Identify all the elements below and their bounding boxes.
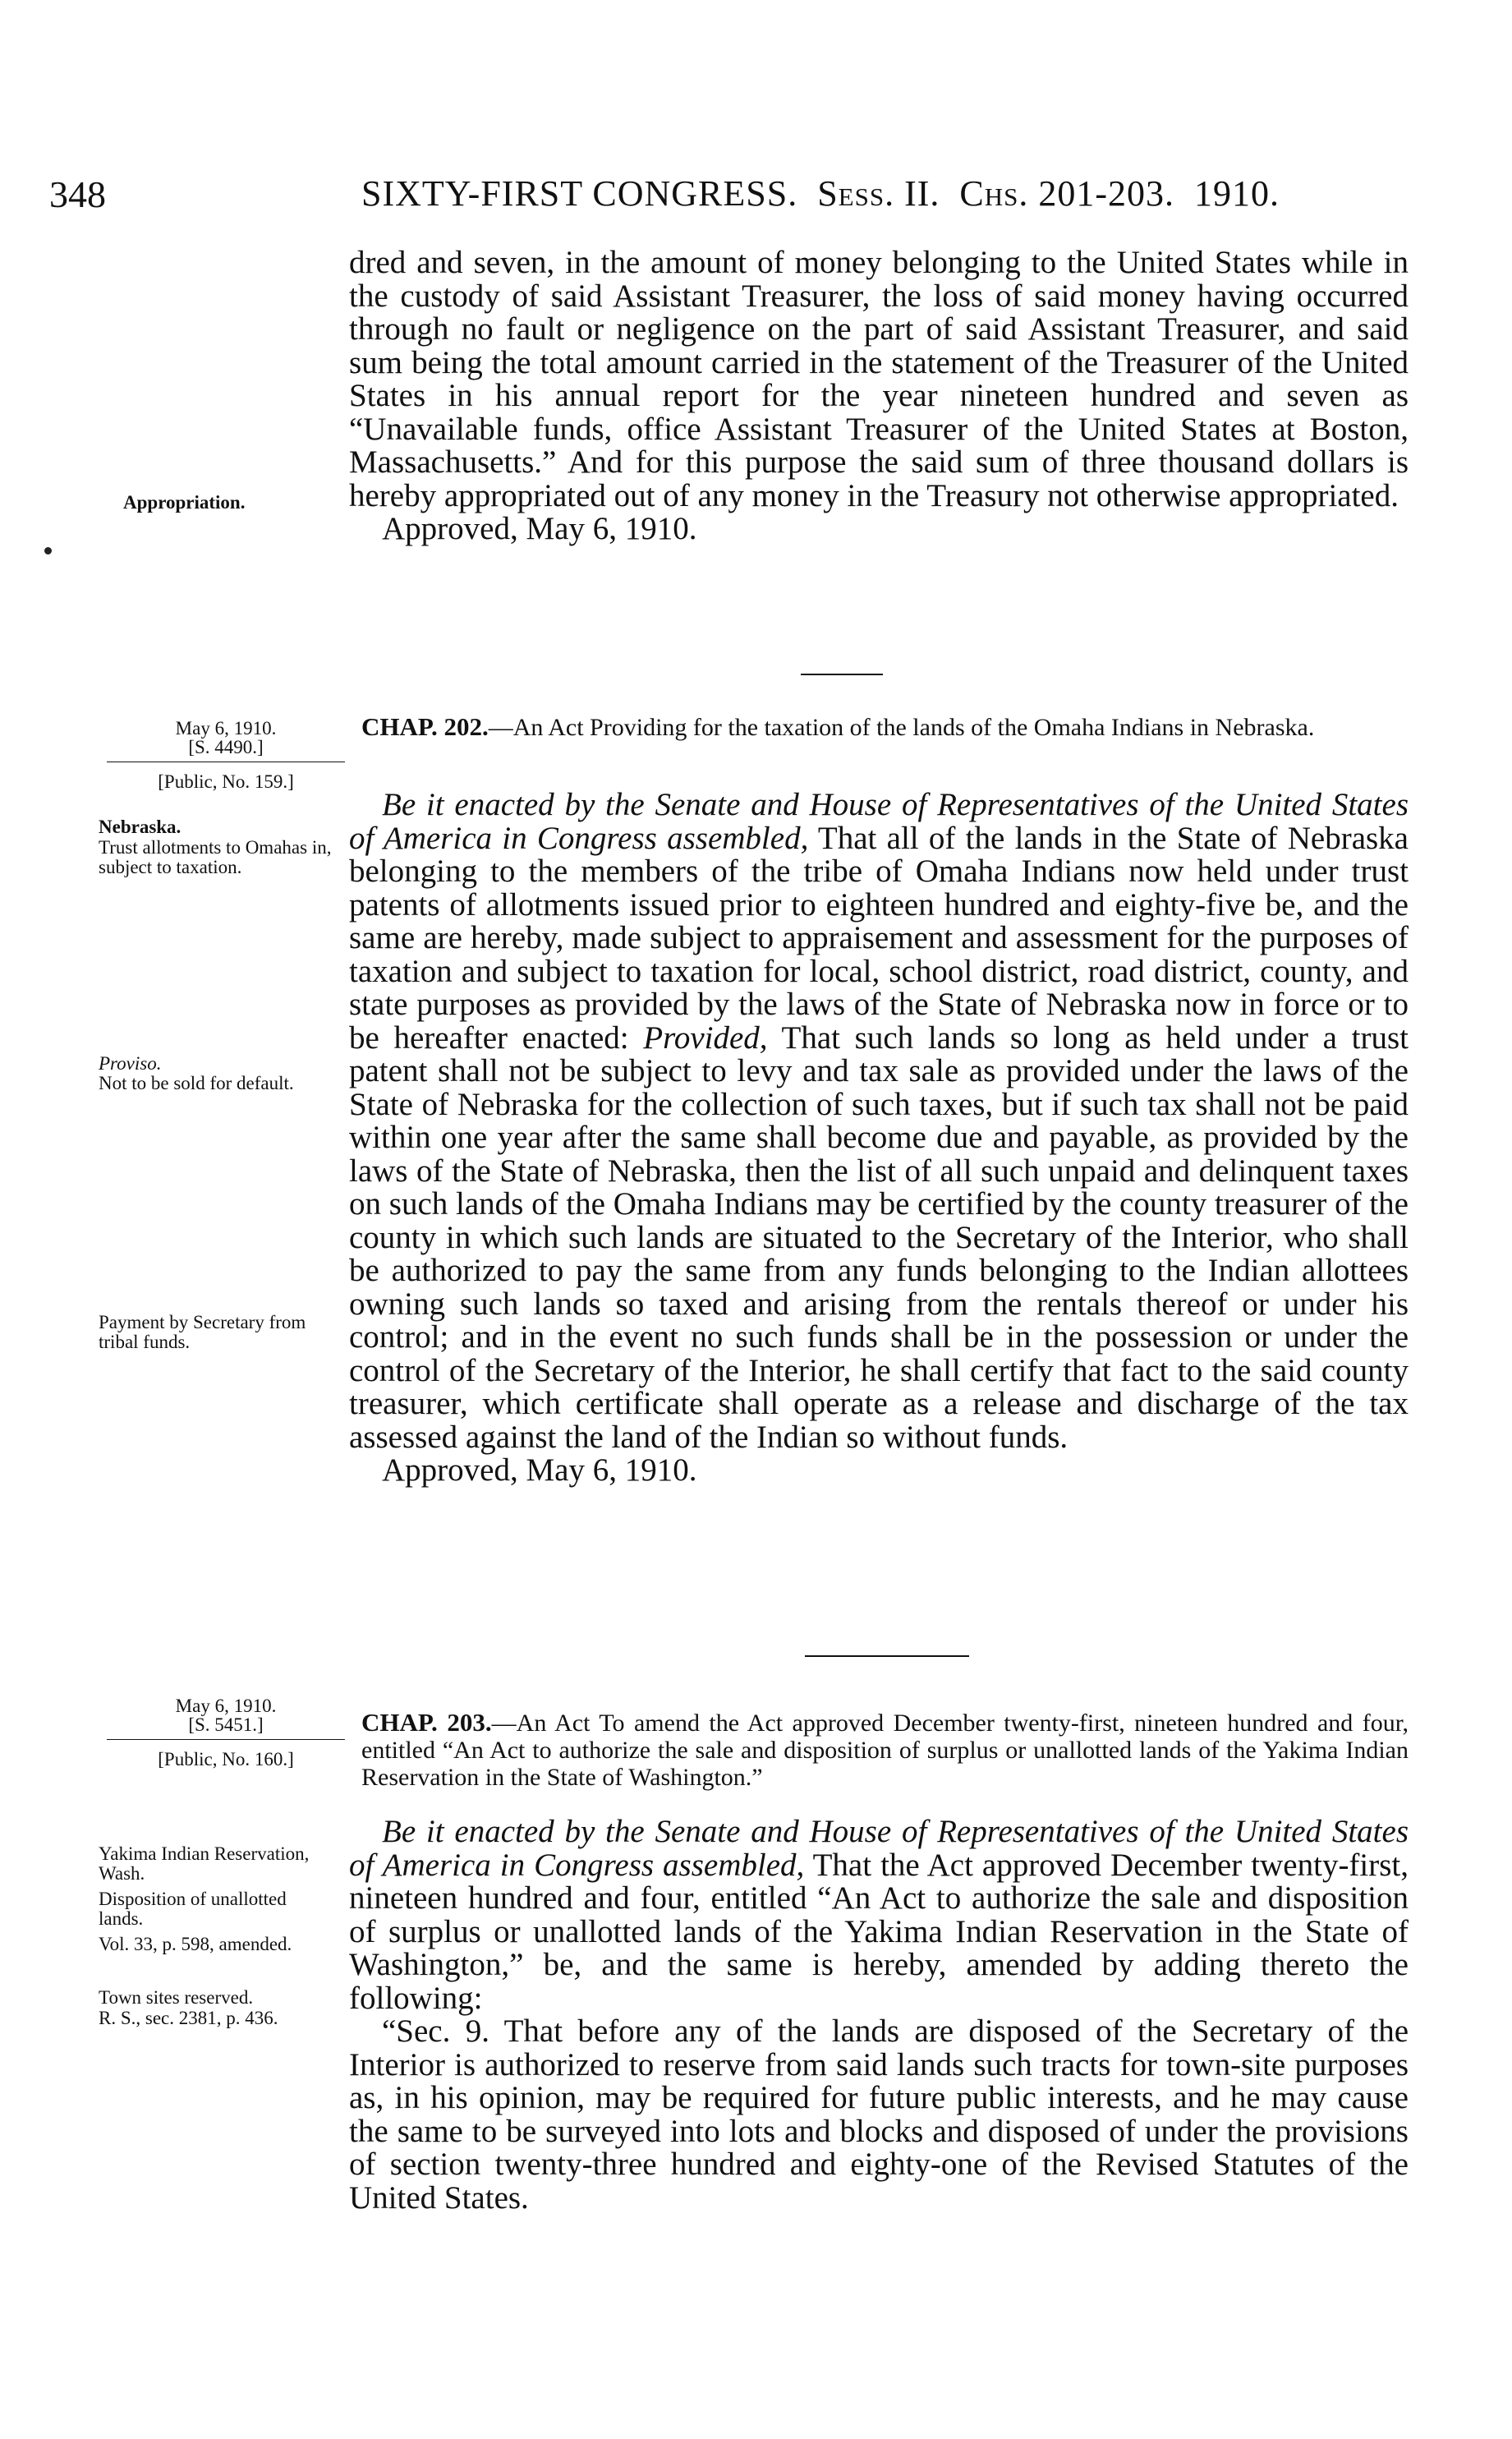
chap203-body [349, 1815, 1409, 2215]
chap202-bill: [S. 4490.] [188, 737, 264, 757]
margin-note-rs: R. S., sec. 2381, p. 436. [99, 2008, 278, 2028]
section-divider-2 [805, 1655, 969, 1657]
margin-note-vol: Vol. 33, p. 598, amended. [99, 1934, 292, 1954]
chap202-proviso: Provided, [643, 1019, 768, 1056]
chap203-paragraph-2: “Sec. 9. That before any of the lands are disposed of the Secretary of the Interior is authorized to reserve from said lands such tracts for town-site purposes as, in his opinion, may be required for future public interests, and he may cause the same to be surveyed into lots and blocks and disposed of under the provisions of section twenty-three hundred and eighty-one of the Revised Statutes of the United States. [349, 2013, 1409, 2216]
margin-note-appropriation: Appropriation. [123, 492, 246, 513]
margin-note-nebraska: Nebraska. [99, 817, 182, 837]
margin-note-disposition: Disposition of unallotted lands. [99, 1889, 287, 1929]
continuation-section [349, 246, 1409, 546]
chap203-date: May 6, 1910. [175, 1696, 277, 1716]
chap202-body-part-1: That all of the lands in the State of Nebraska belonging to the members of the tribe of Omaha Indians now held under trust patents of allotments issued prior to eighteen hundred and eighty-five be, and the same are hereby, made subject to appraisement and assessment for the purposes of taxation and subject to taxation for local, school district, road district, county, and state purposes as provided by the laws of the State of Nebraska now in force or to be hereafter enacted: [349, 820, 1409, 1056]
chap203-title [361, 1709, 1409, 1791]
chap202-number: CHAP. 202. [361, 712, 489, 741]
running-title [361, 173, 1280, 214]
chap202-title [361, 713, 1409, 741]
chap202-title-text: —An Act Providing for the taxation of the lands of the Omaha Indians in Nebraska. [488, 714, 1315, 741]
margin-note-proviso: Proviso. [99, 1053, 162, 1074]
session-label: Sess. II. [817, 173, 940, 214]
margin-note-town-sites: Town sites reserved. [99, 1987, 254, 2008]
chap203-body-part-1: That the Act approved December twenty-first, nineteen hundred and four, entitled “An Act to authorize the sale and disposition of surplus or unallotted lands of the Yakima Indian Reservation in the State of Washington,” be, and the same is hereby, amended by adding thereto the following: [349, 1847, 1409, 2016]
margin-note-yakima: Yakima Indian Reservation, Wash. [99, 1843, 310, 1884]
chap203-title-text: —An Act To amend the Act approved December twenty-first, nineteen hundred and four, entitled “An Act to authorize the sale and disposition of surplus or unallotted lands of the Yakima Indian Reservation in the State of Washington.” [361, 1710, 1409, 1791]
print-speck [44, 547, 52, 555]
chap203-number: CHAP. 203. [361, 1708, 492, 1737]
continuation-approved: Approved, May 6, 1910. [382, 511, 697, 546]
congress-title: SIXTY-FIRST CONGRESS. [361, 173, 798, 214]
year-label: 1910. [1194, 173, 1280, 214]
chap203-bill: [S. 5451.] [188, 1714, 264, 1735]
margin-note-not-sold: Not to be sold for default. [99, 1073, 294, 1093]
section-divider-1 [801, 674, 883, 675]
chap203-margin-rule [107, 1739, 345, 1740]
margin-note-payment: Payment by Secretary from tribal funds. [99, 1312, 306, 1352]
running-header [49, 173, 1445, 222]
chap202-body [349, 789, 1409, 1488]
margin-note-trust-allotments: Trust allotments to Omahas in, subject to taxation. [99, 837, 332, 877]
chap202-paragraph [349, 789, 1409, 1454]
chap202-body-part-2: That such lands so long as held under a trust patent shall not be subject to levy and tax sale as provided under the laws of the State of Nebraska for the collection of such taxes, but if such tax shall not be paid within one year after the same shall become due and payable, as provided by the laws of the State of Nebraska, then the list of all such unpaid and delinquent taxes on such lands of the Omaha Indians may be certified by the county treasurer of the county in which such lands are situated to the Secretary of the Interior, who shall be authorized to pay the same from any funds belonging to the Indian allottees owning such lands so taxed and arising from the rentals thereof or under his control; and in the event no such funds shall be in the possession or under the control of the Secretary of the Interior, he shall certify that fact to the said county treasurer, which certificate shall operate as a release and discharge of the tax assessed against the land of the Indian so without funds. [349, 1019, 1409, 1455]
chapters-label: Chs. 201-203. [959, 173, 1175, 214]
chap202-approved: Approved, May 6, 1910. [382, 1452, 697, 1488]
page-number: 348 [49, 173, 106, 215]
continuation-paragraph: dred and seven, in the amount of money belonging to the United States while in the custody of said Assistant Treasurer, the loss of said money having occurred through no fault or negligence on the part of said Assistant Treasurer, and said sum being the total amount carried in the statement of the Treasurer of the United States in his annual report for the year nineteen hundred and seven as “Unavailable funds, office Assistant Treasurer of the United States at Boston, Massachusetts.” And for this purpose the said sum of three thousand dollars is hereby appropriated out of any money in the Treasury not otherwise appropriated. [349, 245, 1409, 513]
chap203-enacting-clause: Be it enacted by the Senate and House of Representatives of the United States of America in Congress assembled, [349, 1814, 1409, 1883]
chap202-public: [Public, No. 159.] [158, 771, 294, 792]
chap202-enacting-clause: Be it enacted by the Senate and House of Representatives of the United States of America in Congress assembled, [349, 787, 1409, 856]
chap202-date: May 6, 1910. [175, 718, 277, 739]
chap203-paragraph-1 [349, 1815, 1409, 2015]
chap203-public: [Public, No. 160.] [158, 1749, 294, 1769]
